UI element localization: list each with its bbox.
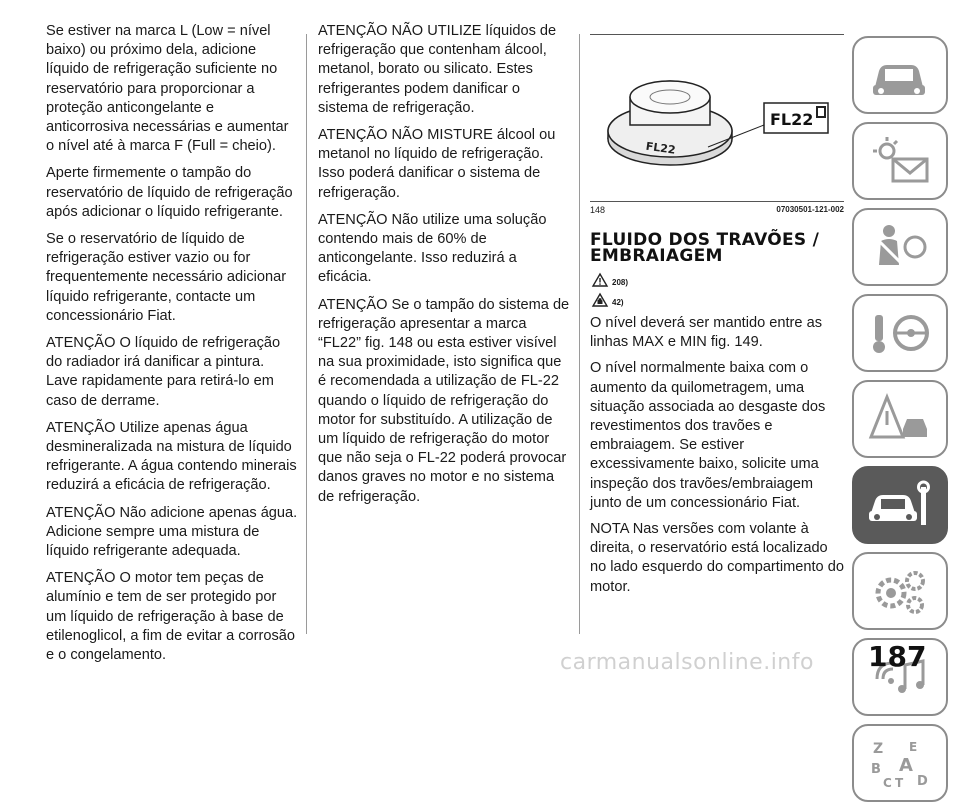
figure-number: 148 xyxy=(590,205,606,215)
index-letters-icon xyxy=(865,735,935,791)
watermark: carmanualsonline.info xyxy=(560,650,814,675)
column-divider xyxy=(579,34,580,634)
warning-references xyxy=(590,270,844,310)
tab-technical-data[interactable] xyxy=(852,552,948,630)
section-title-line: EMBRAIAGEM xyxy=(590,246,723,266)
tab-maintenance-active[interactable] xyxy=(852,466,948,544)
gears-icon xyxy=(865,563,935,619)
paragraph: NOTA Nas versões com volante à direita, o reservatório está localizado no lado esquerdo do compartimento do motor. xyxy=(590,521,844,595)
svg-text:B: B xyxy=(871,762,881,777)
warning-triangle-icon xyxy=(592,273,608,287)
cap-marking: FL22 xyxy=(644,139,677,157)
warning-ref-number: 208) xyxy=(612,278,629,288)
text-column-3 xyxy=(590,34,844,604)
svg-text:T: T xyxy=(895,776,904,790)
figure-code: 07030501-121-002 xyxy=(776,205,844,214)
paragraph: ATENÇÃO Não adicione apenas água. Adicione sempre uma mistura de líquido refrigerante adequada. xyxy=(46,504,298,560)
figure-bottom-rule xyxy=(590,201,844,202)
caution-ref-row xyxy=(592,290,844,310)
svg-text:A: A xyxy=(899,755,913,776)
figure-coolant-cap xyxy=(590,35,844,201)
svg-text:E: E xyxy=(909,740,918,754)
text-column-2 xyxy=(318,22,572,515)
key-steering-wheel-icon xyxy=(865,305,935,361)
figure-caption xyxy=(590,204,844,216)
paragraph: Se estiver na marca L (Low = nível baixo) ou próximo dela, adicione líquido de refrigeração suficiente no reservatório para proporcionar a proteção anticongelante e anticorrosiva necessárias e aumentar o nível até à marca F (Full = cheio). xyxy=(46,23,289,155)
tab-starting[interactable] xyxy=(852,294,948,372)
book-icon xyxy=(816,106,826,118)
svg-text:C: C xyxy=(883,776,892,790)
column-divider xyxy=(306,34,307,634)
paragraph: O nível normalmente baixa com o aumento da quilometragem, uma situação associada ao desgaste dos revestimentos dos travões e embraiagem. Se estiver excessivamente baixo, solicite uma inspeção dos travões/embraiagem junto de um concessionário Fiat. xyxy=(590,360,826,511)
paragraph: Aperte firmemente o tampão do reservatório de líquido de refrigeração após adicionar o líquido refrigerante. xyxy=(46,165,293,220)
warning-ref-row xyxy=(592,270,844,290)
text-column-1 xyxy=(46,22,298,673)
car-dashboard-icon xyxy=(865,47,935,103)
caution-hand-icon xyxy=(592,293,608,307)
paragraph: ATENÇÃO O líquido de refrigeração do radiador irá danificar a pintura. Lave rapidamente para retirá-lo em caso de derrame. xyxy=(46,335,281,409)
tab-dashboard[interactable] xyxy=(852,36,948,114)
svg-text:Z: Z xyxy=(873,741,884,757)
caution-ref-number: 42) xyxy=(612,298,624,308)
section-title xyxy=(590,232,844,264)
airbag-seatbelt-icon xyxy=(865,219,935,275)
tab-index[interactable] xyxy=(852,724,948,802)
paragraph: ATENÇÃO Não utilize uma solução contendo mais de 60% de anticongelante. Isso reduzirá a eficácia. xyxy=(318,211,547,286)
warning-triangle-car-icon xyxy=(865,391,935,447)
paragraph: O nível deverá ser mantido entre as linhas MAX e MIN fig. 149. xyxy=(590,315,822,351)
tab-safety[interactable] xyxy=(852,208,948,286)
coolant-cap-illustration xyxy=(590,35,844,201)
page-number: 187 xyxy=(868,640,927,673)
car-wrench-icon xyxy=(865,477,935,533)
paragraph: ATENÇÃO NÃO MISTURE álcool ou metanol no líquido de refrigeração. Isso poderá danificar o sistema de refrigeração. xyxy=(318,127,556,201)
fl22-label: FL22 xyxy=(770,110,814,129)
light-envelope-icon xyxy=(865,133,935,189)
paragraph: ATENÇÃO Utilize apenas água desmineralizada na mistura de líquido refrigerante. A água contendo minerais reduzirá a eficácia de refrigeração. xyxy=(46,419,297,494)
chapter-tabs xyxy=(852,36,948,810)
paragraph: Se o reservatório de líquido de refrigeração estiver vazio ou for frequentemente necessário adicionar líquido refrigerante, contacte um concessionário Fiat. xyxy=(46,231,287,324)
section-title-line: FLUIDO DOS TRAVÕES / xyxy=(590,230,820,250)
paragraph: ATENÇÃO O motor tem peças de alumínio e tem de ser protegido por um líquido de refrigeração à base de etilenoglicol, a fim de evitar a corrosão e o congelamento. xyxy=(46,570,296,664)
tab-emergency[interactable] xyxy=(852,380,948,458)
paragraph: ATENÇÃO Se o tampão do sistema de refrigeração apresentar a marca “FL22” fig. 148 ou esta estiver visível na sua proximidade, isto significa que é recomendada a utilização de FL-22 quando o líquido de refrigeração do motor for substituído. A utilização de um líquido de refrigeração do motor que não seja o FL-22 poderá provocar danos graves no motor e no sistema de refrigeração. xyxy=(318,296,570,505)
svg-text:D: D xyxy=(917,774,928,789)
paragraph: ATENÇÃO NÃO UTILIZE líquidos de refrigeração que contenham álcool, metanol, borato ou silicato. Estes refrigerantes podem danificar o sistema de refrigeração. xyxy=(318,23,557,116)
tab-lights[interactable] xyxy=(852,122,948,200)
